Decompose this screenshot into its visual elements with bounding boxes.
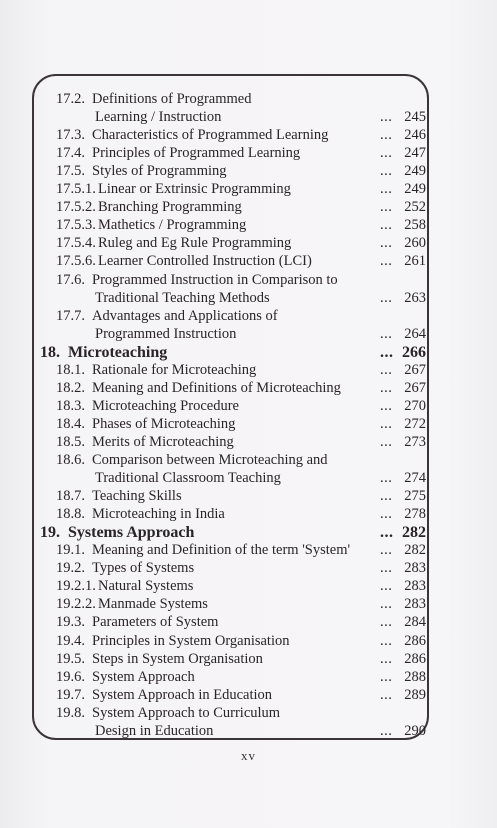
entry-number: 18.8. — [56, 506, 85, 523]
entry-title: Microteaching Procedure — [92, 397, 239, 414]
entry-title: Meaning and Definitions of Microteaching — [92, 379, 341, 396]
page-number: 249 — [404, 163, 426, 180]
page-number: 264 — [404, 325, 426, 342]
page-number: 278 — [404, 506, 426, 523]
page-number: 249 — [404, 181, 426, 198]
page-number: 245 — [404, 109, 426, 126]
dot-leader: ... — [380, 289, 393, 306]
page-number: 283 — [404, 596, 426, 613]
entry-number: 17.5. — [56, 163, 85, 180]
page-number: 275 — [404, 488, 426, 505]
entry-title: System Approach in Education — [92, 686, 273, 703]
entry-title: Programmed Instruction in Comparison to — [92, 271, 338, 288]
entry-title: Styles of Programming — [92, 163, 227, 180]
dot-leader: ... — [380, 560, 393, 577]
dot-leader: ... — [380, 199, 393, 216]
entry-title: Advantages and Applications of — [92, 307, 278, 324]
entry-title: Phases of Microteaching — [92, 415, 236, 432]
entry-title-continued: Learning / Instruction — [95, 109, 222, 126]
entry-number: 19.8. — [56, 704, 85, 721]
dot-leader: ... — [380, 253, 393, 270]
page-number: 282 — [404, 542, 426, 559]
entry-number: 19.7. — [56, 686, 85, 703]
dot-leader: ... — [380, 235, 393, 252]
page-number: 289 — [404, 686, 426, 703]
entry-number: 17.5.2. — [56, 199, 96, 216]
entry-number: 18.4. — [56, 415, 85, 432]
entry-number: 18.5. — [56, 433, 85, 450]
entry-title: Meaning and Definition of the term 'System' — [92, 542, 351, 559]
entry-title: Principles in System Organisation — [92, 632, 290, 649]
entry-title-continued: Traditional Teaching Methods — [95, 289, 270, 306]
entry-number: 17.5.4. — [56, 235, 96, 252]
dot-leader: ... — [380, 488, 393, 505]
dot-leader: ... — [380, 325, 393, 342]
dot-leader: ... — [380, 614, 393, 631]
entry-title: Steps in System Organisation — [92, 650, 263, 667]
entry-title: System Approach to Curriculum — [92, 704, 281, 721]
page-number: 284 — [404, 614, 426, 631]
entry-number: 17.7. — [56, 307, 85, 324]
entry-title-continued: Programmed Instruction — [95, 325, 237, 342]
entry-title: System Approach — [92, 668, 195, 685]
page-number: 270 — [404, 397, 426, 414]
entry-number: 17.5.3. — [56, 217, 96, 234]
dot-leader: ... — [380, 343, 394, 361]
entry-title: Learner Controlled Instruction (LCI) — [98, 253, 312, 270]
entry-number: 17.5.6. — [56, 253, 96, 270]
entry-title: Teaching Skills — [92, 488, 182, 505]
page-number: 274 — [404, 470, 426, 487]
entry-number: 17.3. — [56, 127, 85, 144]
dot-leader: ... — [380, 181, 393, 198]
page-number: 267 — [404, 361, 426, 378]
dot-leader: ... — [380, 542, 393, 559]
entry-number: 19.2.1. — [56, 578, 96, 595]
entry-number: 18. — [40, 343, 60, 361]
entry-number: 19.5. — [56, 650, 85, 667]
page-number: 258 — [404, 217, 426, 234]
entry-number: 19.4. — [56, 632, 85, 649]
page-number: 286 — [404, 632, 426, 649]
entry-title: Linear or Extrinsic Programming — [98, 181, 291, 198]
dot-leader: ... — [380, 578, 393, 595]
entry-title: Systems Approach — [68, 524, 195, 542]
page-number: 286 — [404, 650, 426, 667]
dot-leader: ... — [380, 686, 393, 703]
entry-number: 19.6. — [56, 668, 85, 685]
entry-title: Principles of Programmed Learning — [92, 145, 301, 162]
page-number: 282 — [402, 524, 426, 542]
dot-leader: ... — [380, 650, 393, 667]
dot-leader: ... — [380, 145, 393, 162]
dot-leader: ... — [380, 524, 394, 542]
dot-leader: ... — [380, 722, 393, 739]
dot-leader: ... — [380, 506, 393, 523]
entry-title: Mathetics / Programming — [98, 217, 247, 234]
page-number: 261 — [404, 253, 426, 270]
entry-number: 19.3. — [56, 614, 85, 631]
entry-number: 17.2. — [56, 91, 85, 107]
entry-title: Manmade Systems — [98, 596, 208, 613]
page-number: 290 — [404, 722, 426, 739]
entry-title: Ruleg and Eg Rule Programming — [98, 235, 292, 252]
page-number: 263 — [404, 289, 426, 306]
entry-title: Parameters of System — [92, 614, 219, 631]
page-number: 247 — [404, 145, 426, 162]
page-number: 272 — [404, 415, 426, 432]
entry-number: 18.3. — [56, 397, 85, 414]
entry-number: 18.7. — [56, 488, 85, 505]
dot-leader: ... — [380, 668, 393, 685]
page-number: 288 — [404, 668, 426, 685]
page-number: 266 — [402, 343, 426, 361]
entry-title: Rationale for Microteaching — [92, 361, 257, 378]
dot-leader: ... — [380, 163, 393, 180]
entry-number: 17.6. — [56, 271, 85, 288]
entry-number: 19.2.2. — [56, 596, 96, 613]
entry-number: 17.4. — [56, 145, 85, 162]
entry-title: Microteaching — [68, 343, 168, 361]
entry-number: 18.1. — [56, 361, 85, 378]
entry-title: Merits of Microteaching — [92, 433, 234, 450]
entry-number: 19.2. — [56, 560, 85, 577]
page-number: 267 — [404, 379, 426, 396]
dot-leader: ... — [380, 470, 393, 487]
entry-title-continued: Traditional Classroom Teaching — [95, 470, 281, 487]
dot-leader: ... — [380, 361, 393, 378]
page-number: 246 — [404, 127, 426, 144]
dot-leader: ... — [380, 632, 393, 649]
dot-leader: ... — [380, 127, 393, 144]
entry-number: 19. — [40, 524, 60, 542]
page-number-footer: xv — [241, 748, 256, 763]
entry-number: 18.6. — [56, 452, 85, 468]
page-number: 283 — [404, 578, 426, 595]
dot-leader: ... — [380, 217, 393, 234]
dot-leader: ... — [380, 433, 393, 450]
page-number: 283 — [404, 560, 426, 577]
entry-title: Branching Programming — [98, 199, 242, 216]
dot-leader: ... — [380, 596, 393, 613]
entry-number: 18.2. — [56, 379, 85, 396]
entry-title-continued: Design in Education — [95, 722, 214, 739]
entry-number: 19.1. — [56, 542, 85, 559]
entry-title: Comparison between Microteaching and — [92, 452, 328, 468]
page-number: 252 — [404, 199, 426, 216]
entry-title: Microteaching in India — [92, 506, 225, 523]
dot-leader: ... — [380, 415, 393, 432]
dot-leader: ... — [380, 109, 393, 126]
page-number: 273 — [404, 433, 426, 450]
entry-number: 17.5.1. — [56, 181, 96, 198]
dot-leader: ... — [380, 397, 393, 414]
entry-title: Natural Systems — [98, 578, 194, 595]
entry-title: Definitions of Programmed — [92, 91, 252, 107]
entry-title: Characteristics of Programmed Learning — [92, 127, 329, 144]
dot-leader: ... — [380, 379, 393, 396]
page-number: 260 — [404, 235, 426, 252]
entry-title: Types of Systems — [92, 560, 195, 577]
